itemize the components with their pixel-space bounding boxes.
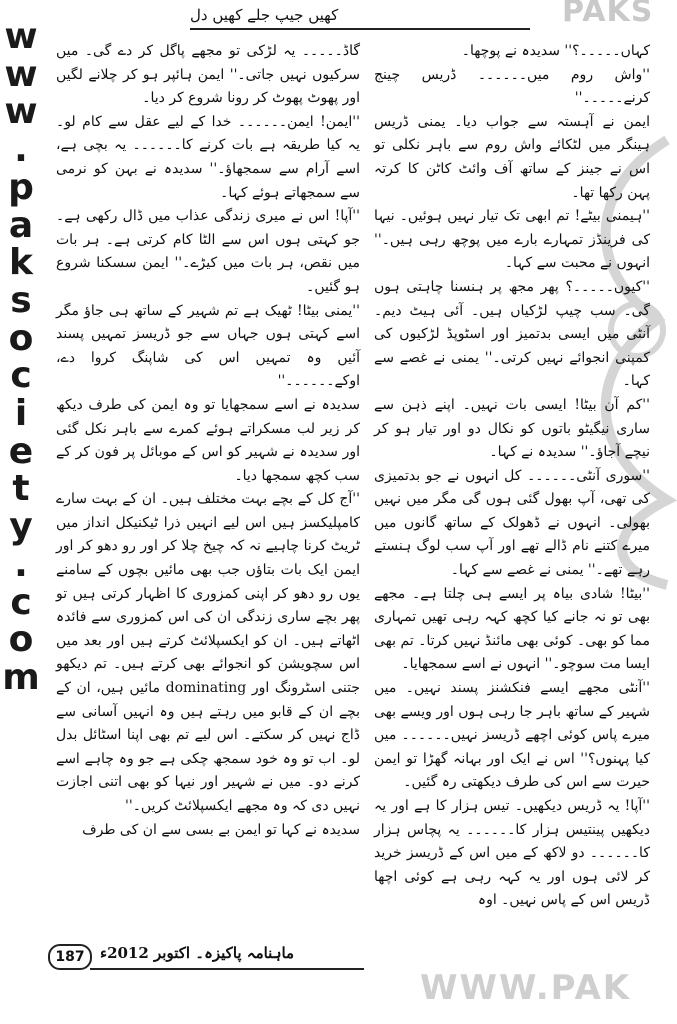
footer-divider <box>90 968 364 970</box>
paragraph: ''آپا! یہ ڈریس دیکھیں۔ تیس ہزار کا ہے اور یہ دیکھیں پینتیس ہزار کا۔۔۔۔۔۔ یہ پچاس ہزار کا۔۔۔۔۔۔ دو لاکھ کے میں اس کے ڈریسز خرید کر لائی ہوں اور یہ کہہ رہی ہے کوئی اچھا ڈریس اس کے پاس نہیں۔ اوہ <box>374 798 650 909</box>
paragraph: ''ایمن! ایمن۔۔۔۔۔۔ خدا کے لیے عقل سے کام لو۔ یہ کیا طریقہ ہے بات کرنے کا۔۔۔۔۔۔ یہ بچی ہے، اسے آرام سے سمجھاؤ۔'' سدیدہ نے بہن کو نرمی سے سمجھاتے ہوئے کہا۔ <box>56 113 360 201</box>
paragraph: ''ہیمنی بیٹے! تم ابھی تک تیار نہیں ہوئیں۔ نیہا کی فرینڈز تمہارے بارے میں پوچھ رہی ہیں۔'' انہوں نے محبت سے کہا۔ <box>374 208 650 272</box>
side-watermark-char: t <box>12 468 30 510</box>
paragraph: سدیدہ نے کہا تو ایمن بے بسی سے ان کی طرف <box>82 821 360 838</box>
paragraph: ''سوری آنٹی۔۔۔۔۔۔ کل انہوں نے جو بدتمیزی کی تھی، آپ بھول گئی ہوں گی مگر میں نہیں بھولی۔ انہوں نے ڈھولک کے ساتھ گانوں میں میرے کتنے نام ڈالے تھے اور آپ سب لوگ ہنستے رہے تھے۔'' یمنی نے غصے سے کہا۔ <box>374 467 650 579</box>
side-watermark-char: k <box>9 242 33 284</box>
side-watermark-char: y <box>9 506 33 548</box>
paragraph: ''آپا! اس نے میری زندگی عذاب میں ڈال رکھی ہے۔ جو کہتی ہوں اس سے الٹا کام کرتی ہے۔ ہر بات میں نقص، ہر بات میں کیڑے۔'' ایمن سسکنا شروع ہو گئیں۔ <box>56 208 360 295</box>
paragraph: ''کیوں۔۔۔۔۔؟ پھر مجھ پر ہنسنا چاہتی ہوں گی۔ سب چیپ لڑکیاں ہیں۔ آئی ہیٹ دیم۔ آنٹی میں ایسی بدتمیز اور اسٹوپڈ لڑکیوں کی کمپنی انجوائے نہیں کرتی۔'' یمنی نے غصے سے کہا۔ <box>374 278 650 390</box>
paragraph: گاڈ۔۔۔۔۔ یہ لڑکی تو مجھے پاگل کر دے گی۔ میں سرکیوں نہیں جاتی۔'' ایمن ہائپر ہو کر چلانے لگیں اور پھوٹ پھوٹ کر رونا شروع کر دیا۔ <box>56 43 360 107</box>
paragraph: ''یمنی بیٹا! ٹھیک ہے تم شہیر کے ساتھ ہی جاؤ مگر اسے کہتی ہوں جہاں سے جو ڈریسز تمہیں پسند آئیں وہ تمہیں اس کی شاپنگ کروا دے، اوکے۔۔۔۔۔۔'' <box>56 302 360 390</box>
side-watermark-char: m <box>2 656 40 698</box>
side-watermark <box>4 18 38 978</box>
side-watermark-char: a <box>8 204 34 246</box>
paragraph: ''بیٹا! شادی بیاہ پر ایسے ہی چلتا ہے۔ مجھے بھی تو نہ جانے کیا کچھ کہہ رہی تھیں تمہاری مما کو بھی۔ کوئی بھی مائنڈ نہیں کرتا۔ تم بھی ایسا مت سوچو۔'' انہوں نے اسے سمجھایا۔ <box>374 585 650 673</box>
header-divider <box>190 28 530 30</box>
paragraph: ایمن نے آہستہ سے جواب دیا۔ یمنی ڈریس ہینگر میں لٹکائے واش روم سے باہر نکلی تو اس نے جینز کے ساتھ آف وائٹ کاٹن کا کرتہ پہن رکھا تھا۔ <box>374 113 650 201</box>
side-watermark-char: e <box>8 430 34 472</box>
right-column <box>374 40 650 913</box>
paragraph: ''آج کل کے بچے بہت مختلف ہیں۔ ان کے بہت سارے کامپلیکسز ہیں اس لیے انہیں ذرا ٹیکنیکل انداز میں ٹریٹ کرنا چاہیے نہ کہ چیخ چلا کر اور رو دھو کر اور ایمن ایک بات بتاؤں جب بھی مائیں بچوں کے سامنے یوں رو دھو کر اپنی کمزوری کا اظہار کرتی ہیں تو پھر بچے ساری زندگی ان کی اس کمزوری سے فائدہ اٹھاتے ہیں۔ ان کو ایکسپلائٹ کرتے ہیں اور بعد میں اس سچویشن کو انجوائے بھی کرتے ہیں۔ تم دیکھو جتنی اسٹرونگ اور dominating مائیں ہیں، ان کے بچے ان کے قابو میں رہتے ہیں وہ انہیں آسانی سے ڈاج نہیں کر سکتے۔ اس لیے تم بھی اپنا اسٹائل بدل لو۔ اب تو وہ خود سمجھ چکی ہے جو وہ چاہے اسے کرنے دو۔ میں نے شہیر اور نیہا کو بھی اتنی اجازت نہیں دی کہ وہ مجھے ایکسپلائٹ کریں۔'' <box>56 491 360 814</box>
side-watermark-char: p <box>8 166 34 208</box>
side-watermark-char: c <box>10 355 32 397</box>
paragraph: ''کم آن بیٹا! ایسی بات نہیں۔ اپنے ذہن سے ساری نیگیٹو باتوں کو نکال دو اور تیار ہو کر نیچے آجاؤ۔'' سدیدہ نے کہا۔ <box>374 396 650 461</box>
side-watermark-char: . <box>14 543 28 585</box>
paragraph: سدیدہ نے اسے سمجھایا تو وہ ایمن کی طرف دیکھ کر زیر لب مسکراتے ہوئے کمرے سے باہر نکل گئی اور سدیدہ نے شہیر کو اس کے موبائل پر فون کر کے سب کچھ سمجھا دیا۔ <box>56 396 360 484</box>
paragraph: کہاں۔۔۔۔۔؟'' سدیدہ نے پوچھا۔ <box>461 43 650 59</box>
paragraph: ''واش روم میں۔۔۔۔۔۔ ڈریس چینج کرنے۔۔۔۔۔'' <box>374 66 650 107</box>
page-footer <box>44 942 364 972</box>
paragraph: ''آنٹی مجھے ایسے فنکشنز پسند نہیں۔ میں شہیر کے ساتھ باہر جا رہی ہوں اور ویسے بھی میرے پاس کوئی اچھے ڈریسز نہیں۔۔۔۔۔۔ میں کیا پہنوں؟'' اس نے ایک اور بہانہ گھڑا تو ایمن حیرت سے اس کی طرف دیکھتی رہ گئیں۔ <box>374 680 650 791</box>
side-watermark-char: . <box>14 129 28 171</box>
side-watermark-char: w <box>4 53 38 95</box>
page-header <box>150 4 530 32</box>
side-watermark-char: o <box>8 619 34 661</box>
bottom-watermark: WWW.PAK <box>420 968 632 1008</box>
side-watermark-char: w <box>4 91 38 133</box>
page-number: 187 <box>48 944 92 970</box>
header-watermark: PAKS <box>562 0 654 29</box>
side-watermark-char: c <box>10 581 32 623</box>
footer-magazine-name: ماہنامہ پاکیزہ۔ اکتوبر 2012ء <box>100 944 295 962</box>
side-watermark-char: i <box>14 393 28 435</box>
side-watermark-char: s <box>10 279 32 321</box>
side-watermark-char: w <box>4 16 38 57</box>
story-title: کھیں جیپ جلے کھیں دل <box>190 6 339 24</box>
side-watermark-char: o <box>8 317 34 359</box>
left-column <box>56 40 360 842</box>
